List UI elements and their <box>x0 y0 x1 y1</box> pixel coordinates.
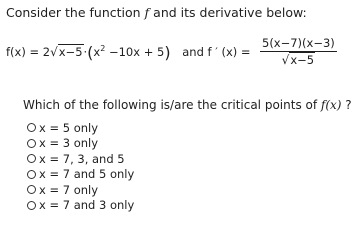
poly-rest: −10x + 5 <box>105 45 165 59</box>
answer-option-6[interactable] <box>27 198 134 214</box>
close-paren: ) <box>164 43 171 62</box>
derivative-denominator <box>260 52 337 67</box>
radio-button[interactable] <box>27 139 36 148</box>
radio-button[interactable] <box>27 154 36 163</box>
question-fx: f(x) <box>320 98 342 112</box>
exponent: 2 <box>100 44 106 54</box>
answer-option-5[interactable] <box>27 182 134 198</box>
question-text <box>23 98 352 112</box>
and-text: and <box>182 45 204 59</box>
prompt-text <box>6 5 307 20</box>
radio-button[interactable] <box>27 201 36 210</box>
fprime-label: f ′ (x) = <box>207 45 251 59</box>
derivative-numerator: 5(x−7)(x−3) <box>262 36 335 50</box>
answer-option-2[interactable] <box>27 136 134 152</box>
denominator-radicand: x−5 <box>290 53 315 67</box>
prompt-suffix: and its derivative below: <box>149 5 307 20</box>
option-label: x = 3 only <box>39 136 99 151</box>
radicand: x−5 <box>58 45 83 59</box>
prompt-prefix: Consider the function <box>6 5 145 20</box>
answer-option-3[interactable] <box>27 151 134 167</box>
question-tail: ? <box>341 98 352 112</box>
derivative-fraction <box>260 36 337 67</box>
function-name: f <box>144 5 150 20</box>
answer-option-1[interactable] <box>27 120 134 136</box>
option-label: x = 7, 3, and 5 <box>39 151 125 166</box>
radio-button[interactable] <box>27 185 36 194</box>
fx-label: f(x) = 2 <box>6 45 51 59</box>
answer-option-4[interactable] <box>27 167 134 183</box>
poly-x: x <box>93 45 101 59</box>
equation-row <box>6 36 346 76</box>
option-label: x = 7 and 3 only <box>39 198 135 213</box>
sqrt-symbol: √ <box>50 45 58 59</box>
option-label: x = 7 and 5 only <box>39 167 135 182</box>
option-label: x = 7 only <box>39 182 99 197</box>
open-paren: ( <box>87 43 94 62</box>
question-body: Which of the following is/are the critical points of <box>23 98 321 112</box>
radio-button[interactable] <box>27 123 36 132</box>
sqrt-symbol: √ <box>281 53 290 67</box>
function-definition <box>6 43 251 62</box>
radio-button[interactable] <box>27 170 36 179</box>
answer-options <box>27 120 134 213</box>
option-label: x = 5 only <box>39 120 99 135</box>
multiply-dot: · <box>83 45 88 59</box>
